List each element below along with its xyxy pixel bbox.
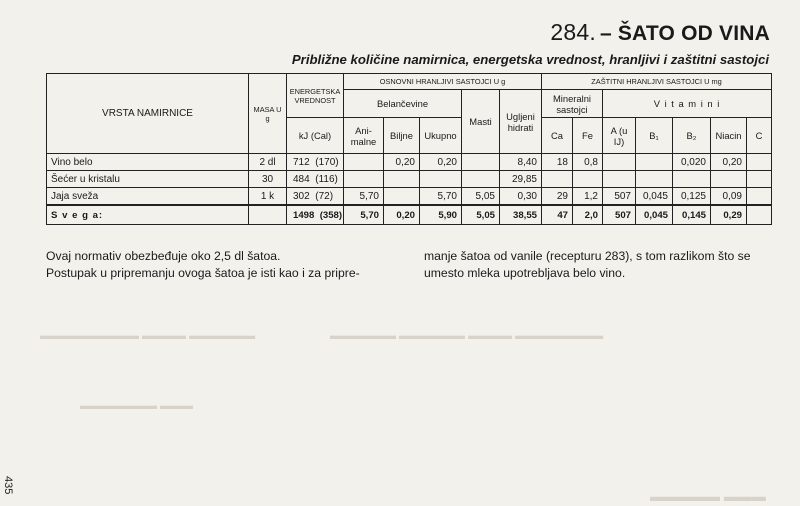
cell-kj: 1498 <box>293 209 315 221</box>
cell-namirnica: S v e g a: <box>47 205 249 225</box>
cell-ca: 47 <box>542 205 573 225</box>
cell-animalne: 5,70 <box>344 205 384 225</box>
note-line: Ovaj normativ obezbeđuje oko 2,5 dl šatoa. <box>46 249 281 263</box>
cell-kj-cal <box>287 171 344 188</box>
cell-masa <box>249 205 287 225</box>
table-row <box>47 171 772 188</box>
header-mineralni: Mineralni sastojci <box>542 90 603 118</box>
cell-cal: (170) <box>315 156 339 168</box>
header-animalne: Ani- malne <box>344 118 384 154</box>
recipe-name: – ŠATO OD VINA <box>599 22 770 45</box>
cell-masti <box>462 171 500 188</box>
cell-cal: (116) <box>315 173 338 185</box>
note-line: umesto mleka upotrebljava belo vino. <box>424 266 626 280</box>
cell-c <box>747 205 772 225</box>
bleed-through-text: ▬▬▬▬▬ ▬▬▬ <box>650 488 766 504</box>
cell-b1 <box>636 171 673 188</box>
cell-b2 <box>673 171 711 188</box>
header-vitamin-b1: B₁ <box>636 118 673 154</box>
cell-ugljeni: 8,40 <box>500 154 542 171</box>
cell-kj: 302 <box>293 190 310 202</box>
note-line: manje šatoa od vanile (recepturu 283), s tom razlikom što se <box>424 249 751 263</box>
cell-kj: 484 <box>293 173 310 185</box>
cell-ukupno: 0,20 <box>420 154 462 171</box>
cell-cal: (72) <box>315 190 334 202</box>
bleed-through-text: ▬▬▬▬▬▬▬ ▬▬▬ <box>80 400 194 412</box>
cell-c <box>747 154 772 171</box>
header-biljne: Biljne <box>384 118 420 154</box>
cell-biljne: 0,20 <box>384 205 420 225</box>
cell-namirnica: Jaja sveža <box>47 188 249 206</box>
header-kj-cal: kJ (Cal) <box>287 118 344 154</box>
header-zastitni: ZAŠTITNI HRANLJIVI SASTOJCI U mg <box>542 74 772 90</box>
cell-ca: 29 <box>542 188 573 206</box>
cell-masa: 1 k <box>249 188 287 206</box>
header-niacin: Niacin <box>711 118 747 154</box>
header-vitamin-a: A (u IJ) <box>603 118 636 154</box>
cell-cal: (358) <box>319 209 343 221</box>
note-left-column <box>46 248 406 282</box>
cell-biljne <box>384 171 420 188</box>
cell-animalne: 5,70 <box>344 188 384 206</box>
header-vitamin-b2: B₂ <box>673 118 711 154</box>
header-energetska: ENERGETSKA VREDNOST <box>287 74 344 118</box>
header-vitamin-c: C <box>747 118 772 154</box>
table-row <box>47 154 772 171</box>
cell-animalne <box>344 171 384 188</box>
header-osnovni: OSNOVNI HRANLJIVI SASTOJCI U g <box>344 74 542 90</box>
nutrition-table <box>46 73 772 225</box>
cell-ugljeni: 0,30 <box>500 188 542 206</box>
bleed-through-text: ▬▬▬▬▬▬ ▬▬▬▬▬▬ ▬▬▬▬ ▬▬▬▬▬▬▬▬ <box>330 330 604 342</box>
cell-namirnica: Vino belo <box>47 154 249 171</box>
cell-namirnica: Šećer u kristalu <box>47 171 249 188</box>
note-line: Postupak u pripremanju ovoga šatoa je isti kao i za pripre- <box>46 266 360 280</box>
header-masti: Masti <box>462 90 500 154</box>
cell-kj-cal <box>287 188 344 206</box>
header-vitamini: V i t a m i n i <box>603 90 772 118</box>
cell-masa: 2 dl <box>249 154 287 171</box>
header-ca: Ca <box>542 118 573 154</box>
recipe-title <box>550 19 770 46</box>
cell-ca <box>542 171 573 188</box>
recipe-number: 284. <box>550 19 596 45</box>
cell-b1: 0,045 <box>636 188 673 206</box>
cell-masa: 30 <box>249 171 287 188</box>
cell-b2: 0,145 <box>673 205 711 225</box>
cell-b1: 0,045 <box>636 205 673 225</box>
cell-niacin: 0,20 <box>711 154 747 171</box>
cell-c <box>747 171 772 188</box>
cell-kj-cal <box>287 205 344 225</box>
cell-b2: 0,125 <box>673 188 711 206</box>
header-belancevine: Belančevine <box>344 90 462 118</box>
cell-ukupno: 5,70 <box>420 188 462 206</box>
note-right-column <box>424 248 776 282</box>
total-row <box>47 205 772 225</box>
cell-a: 507 <box>603 188 636 206</box>
table-subtitle: Približne količine namirnica, energetska vrednost, hranljivi i zaštitni sastojci <box>291 52 769 67</box>
cell-ukupno <box>420 171 462 188</box>
cell-fe: 1,2 <box>573 188 603 206</box>
cell-b1 <box>636 154 673 171</box>
table-row <box>47 188 772 206</box>
header-ugljeni-hidrati: Ugljeni hidrati <box>500 90 542 154</box>
bleed-through-text: ▬▬▬▬▬▬▬▬▬ ▬▬▬▬ ▬▬▬▬▬▬ <box>40 330 256 342</box>
page-number: 435 <box>2 476 14 495</box>
cell-ugljeni: 38,55 <box>500 205 542 225</box>
cell-kj: 712 <box>293 156 310 168</box>
cell-niacin: 0,29 <box>711 205 747 225</box>
cell-fe: 0,8 <box>573 154 603 171</box>
cell-masti: 5,05 <box>462 205 500 225</box>
cell-niacin <box>711 171 747 188</box>
cell-a: 507 <box>603 205 636 225</box>
cell-masti: 5,05 <box>462 188 500 206</box>
cell-masti <box>462 154 500 171</box>
header-masa: MASA U g <box>249 74 287 154</box>
cell-a <box>603 171 636 188</box>
header-fe: Fe <box>573 118 603 154</box>
header-ukupno: Ukupno <box>420 118 462 154</box>
cell-ukupno: 5,90 <box>420 205 462 225</box>
cell-ca: 18 <box>542 154 573 171</box>
header-vrsta: VRSTA NAMIRNICE <box>47 74 249 154</box>
cell-a <box>603 154 636 171</box>
cell-biljne <box>384 188 420 206</box>
cell-b2: 0,020 <box>673 154 711 171</box>
cell-c <box>747 188 772 206</box>
cell-animalne <box>344 154 384 171</box>
cell-ugljeni: 29,85 <box>500 171 542 188</box>
cell-fe: 2,0 <box>573 205 603 225</box>
cell-niacin: 0,09 <box>711 188 747 206</box>
cell-biljne: 0,20 <box>384 154 420 171</box>
cell-fe <box>573 171 603 188</box>
cell-kj-cal <box>287 154 344 171</box>
